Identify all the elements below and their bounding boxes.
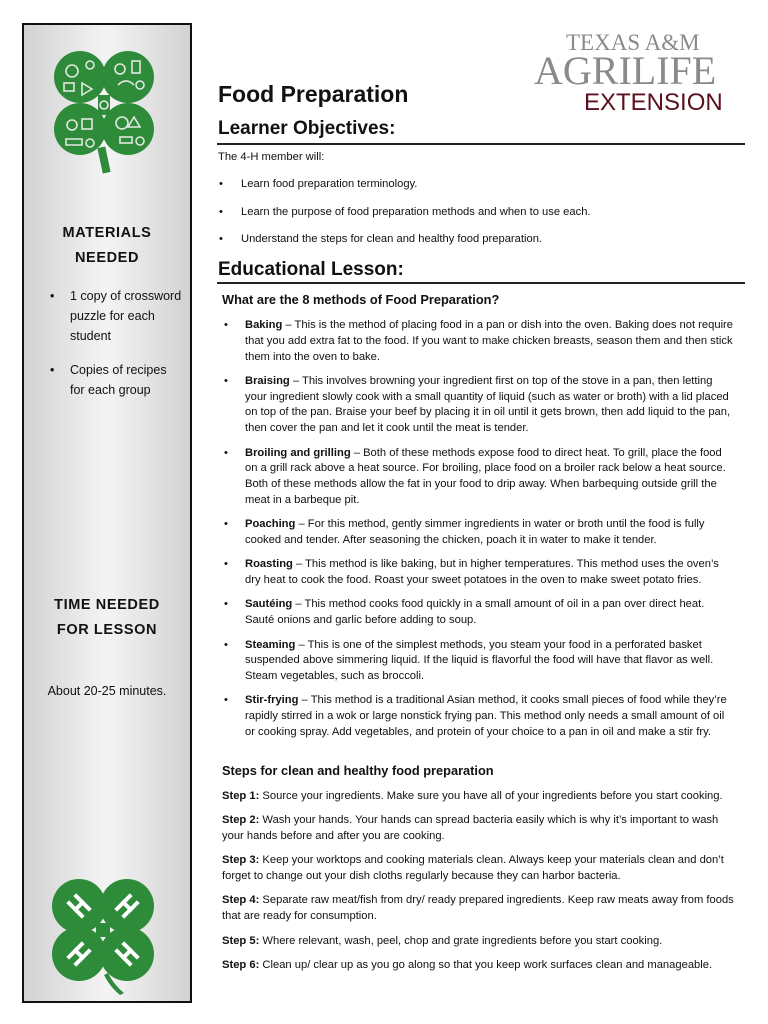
materials-list bbox=[50, 286, 184, 414]
time-heading-line2: FOR LESSON bbox=[56, 622, 158, 638]
step-text: Source your ingredients. Make sure you have all of your ingredients before you start cooking. bbox=[259, 790, 723, 802]
step-label: Step 2: bbox=[222, 814, 260, 827]
method-term: Poaching bbox=[245, 518, 296, 531]
step-label: Step 5: bbox=[222, 934, 260, 947]
method-text: – This is one of the simplest methods, you steam your food in a perforated basket suspended above simmering liquid. If the liquid is flavorful the food will have that flavor as well. Steam vegetables, such as broccoli. bbox=[245, 638, 714, 683]
logo-line1: TEXAS A&M bbox=[566, 30, 700, 55]
step-item bbox=[222, 934, 734, 950]
sidebar bbox=[22, 23, 192, 1003]
page-title: Food Preparation bbox=[218, 81, 409, 107]
step-label: Step 3: bbox=[222, 854, 260, 867]
method-text: – This method is a traditional Asian method, it cooks small pieces of food while they’re rapidly stirred in a wok or large nonstick frying pan. This method only needs a small amount of oil or cooking spray. Add vegetables, and protein of your choice to a pan in oil and make a stir fry. bbox=[245, 694, 727, 739]
method-term: Broiling and grilling bbox=[245, 446, 351, 459]
method-item bbox=[222, 557, 734, 589]
method-text: – For this method, gently simmer ingredients in water or broth until the food is fully cooked and tender. After seasoning the chicken, poach it in water to make it tender. bbox=[245, 518, 705, 547]
step-text: Separate raw meat/fish from dry/ ready prepared ingredients. Keep raw meats away from foods that are ready for consumption. bbox=[222, 894, 734, 923]
time-heading-line1: TIME NEEDED bbox=[54, 597, 160, 613]
agrilife-logo bbox=[532, 26, 746, 116]
food-clover-icon bbox=[42, 43, 166, 175]
method-item bbox=[222, 374, 734, 437]
objective-item: • Understand the steps for clean and healthy food preparation. bbox=[218, 233, 738, 261]
method-term: Baking bbox=[245, 319, 283, 331]
step-text: Wash your hands. Your hands can spread bacteria easily which is why it’s important to wash your hands before and after you are cooking. bbox=[222, 814, 719, 843]
step-text: Clean up/ clear up as you go along so that you keep work surfaces clean and manageable. bbox=[259, 958, 713, 971]
method-text: – This method cooks food quickly in a small amount of oil in a pan over direct heat. Sauté onions and garlic before adding to soup. bbox=[245, 598, 705, 627]
objectives-intro: The 4-H member will: bbox=[218, 151, 325, 163]
step-text: Keep your worktops and cooking materials clean. Always keep your materials clean and don’t forget to change out your dish cloths regularly because they can harbor bacteria. bbox=[222, 854, 724, 883]
steps-list bbox=[222, 789, 734, 982]
objective-item: • Learn the purpose of food preparation methods and when to use each. bbox=[218, 206, 738, 234]
method-text: – Both of these methods expose food to direct heat. To grill, place the food on a grill rack above a heat source. For broiling, place food on a broiler rack below a heat source. Both of these methods allow the fat in your food to drip away. When barbequing outside grill the meat in a barbeque pit. bbox=[245, 446, 726, 506]
objectives-list bbox=[218, 178, 738, 261]
time-text: About 20-25 minutes. bbox=[47, 684, 167, 698]
method-item bbox=[222, 517, 734, 549]
method-term: Sautéing bbox=[245, 598, 293, 611]
four-h-clover-icon bbox=[46, 873, 160, 995]
method-item bbox=[222, 638, 734, 685]
method-term: Steaming bbox=[245, 638, 296, 651]
step-item bbox=[222, 853, 734, 885]
lesson-heading: Educational Lesson: bbox=[218, 259, 404, 280]
step-item bbox=[222, 789, 734, 805]
method-item bbox=[222, 693, 734, 740]
materials-heading-line1: MATERIALS bbox=[62, 225, 152, 241]
materials-heading bbox=[24, 221, 190, 271]
method-term: Braising bbox=[245, 374, 290, 387]
logo-line3: EXTENSION bbox=[584, 89, 723, 116]
method-item bbox=[222, 318, 734, 365]
methods-heading: What are the 8 methods of Food Preparation? bbox=[222, 292, 500, 307]
method-item bbox=[222, 446, 734, 509]
heading-rule bbox=[217, 282, 745, 284]
objectives-heading: Learner Objectives: bbox=[218, 118, 396, 139]
step-label: Step 6: bbox=[222, 958, 260, 971]
logo-line2: AGRILIFE bbox=[534, 48, 717, 93]
step-label: Step 4: bbox=[222, 894, 260, 907]
steps-heading: Steps for clean and healthy food preparation bbox=[222, 763, 494, 778]
step-label: Step 1: bbox=[222, 790, 260, 802]
heading-rule bbox=[217, 143, 745, 145]
objective-item: • Learn food preparation terminology. bbox=[218, 178, 738, 206]
method-text: – This method is like baking, but in higher temperatures. This method uses the oven’s dry heat to cook the food. Roast your sweet potatoes in the oven to make sweet potato fries. bbox=[245, 558, 719, 587]
method-text: – This is the method of placing food in a pan or dish into the oven. Baking does not require that you add extra fat to the food. If you want to make chicken breasts, season them and then stick them into the oven to bake. bbox=[245, 319, 734, 363]
materials-item: • Copies of recipes for each group bbox=[50, 360, 184, 400]
materials-heading-line2: NEEDED bbox=[74, 250, 140, 266]
step-item bbox=[222, 813, 734, 845]
method-text: – This involves browning your ingredient first on top of the stove in a pan, then letting your ingredient slowly cook with a small quantity of liquid (such as water or broth) with a lid placed on top of the pan. Braise your beef by placing it in oil until it gets brown, then add liquid to the pan, then cover the pan and let it cook until the meat is tender. bbox=[245, 374, 731, 435]
time-heading bbox=[24, 593, 190, 643]
step-item bbox=[222, 958, 734, 974]
step-text: Where relevant, wash, peel, chop and grate ingredients before you start cooking. bbox=[259, 934, 663, 947]
methods-list bbox=[222, 318, 734, 749]
materials-item: • 1 copy of crossword puzzle for each student bbox=[50, 286, 184, 346]
method-term: Stir-frying bbox=[245, 694, 299, 707]
method-term: Roasting bbox=[245, 558, 293, 571]
method-item bbox=[222, 597, 734, 629]
step-item bbox=[222, 893, 734, 925]
